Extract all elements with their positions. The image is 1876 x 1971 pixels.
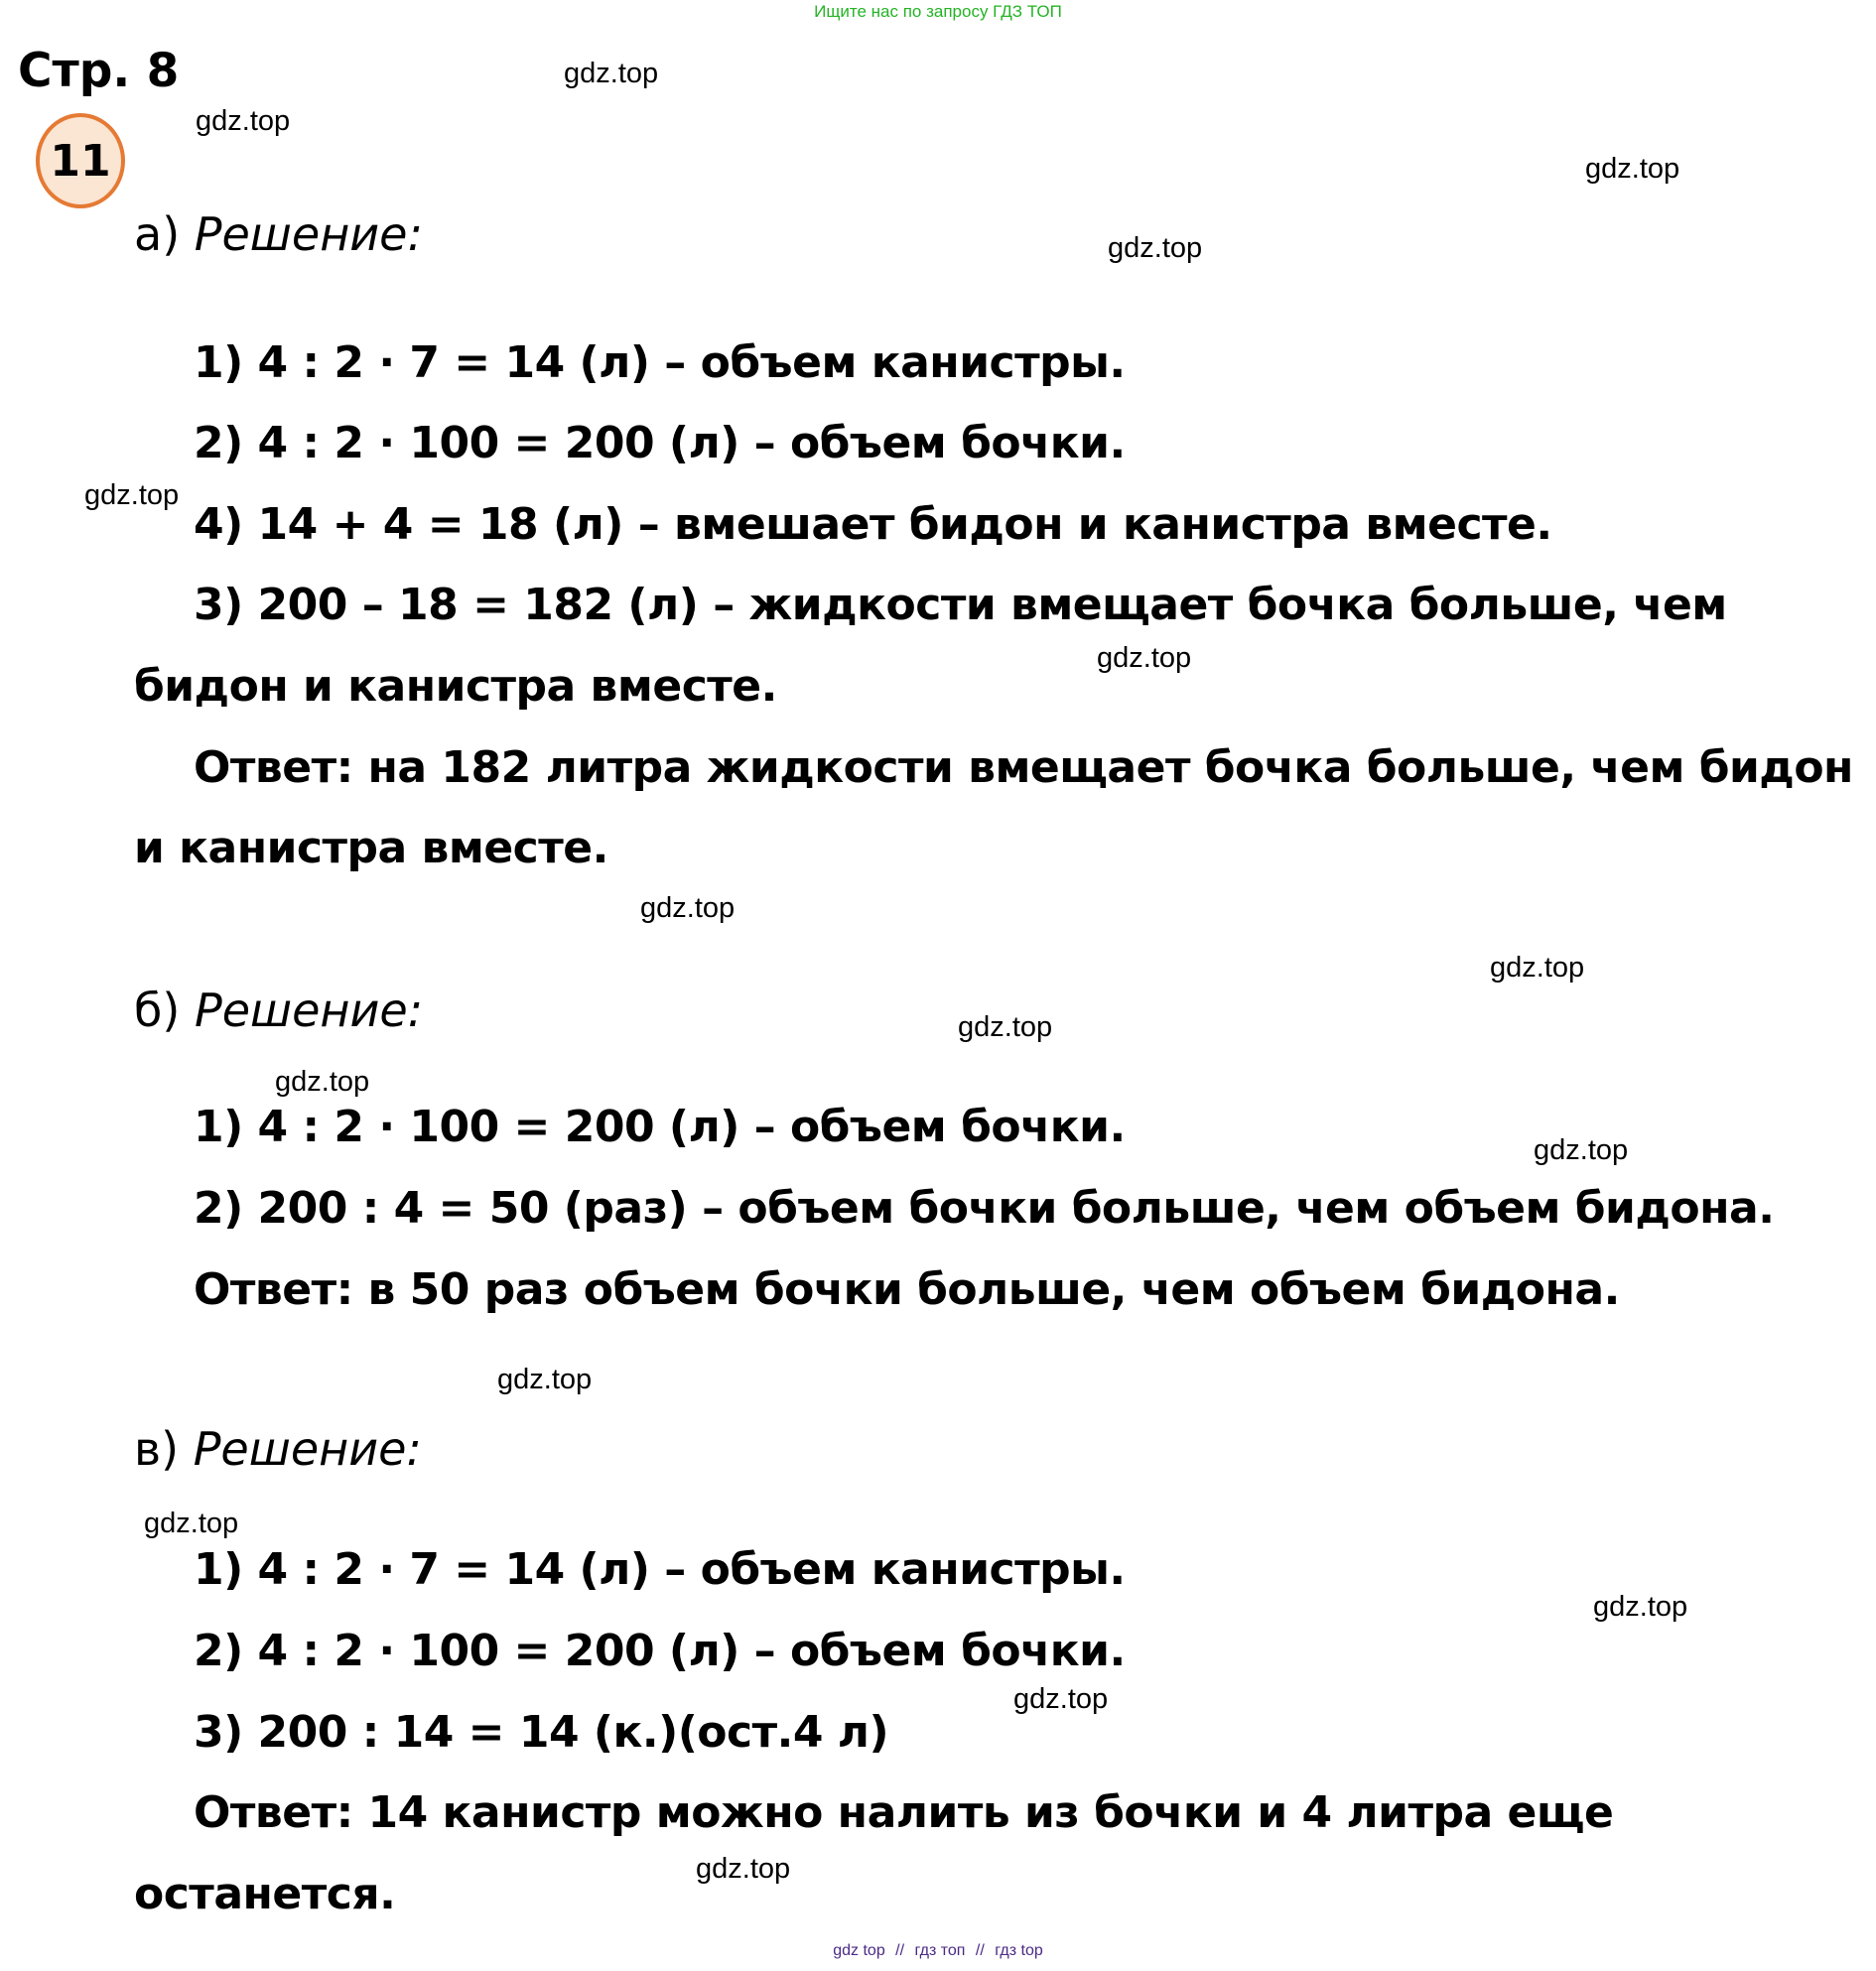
footer-separator: // (895, 1942, 905, 1959)
task-number: 11 (50, 135, 111, 187)
watermark: gdz.top (84, 479, 180, 511)
watermark: gdz.top (1097, 642, 1192, 674)
watermark: gdz.top (564, 58, 659, 89)
footer-link[interactable]: гдз top (995, 1942, 1043, 1959)
watermark: gdz.top (1585, 153, 1680, 185)
watermark: gdz.top (958, 1011, 1053, 1043)
solution-line: 3) 200 – 18 = 182 (л) – жидкости вмещает бочка больше, чем (194, 580, 1727, 630)
section-letter: а) (134, 207, 181, 261)
answer-line: Ответ: в 50 раз объем бочки больше, чем объем бидона. (194, 1264, 1620, 1315)
footer-link[interactable]: gdz top (833, 1942, 885, 1959)
watermark: gdz.top (640, 892, 736, 924)
section-b-label (134, 981, 423, 1040)
solution-line: 1) 4 : 2 · 7 = 14 (л) – объем канистры. (194, 337, 1126, 388)
solution-line: 1) 4 : 2 · 7 = 14 (л) – объем канистры. (194, 1544, 1126, 1595)
footer-link[interactable]: гдз топ (914, 1942, 966, 1959)
section-letter: б) (134, 984, 181, 1037)
footer-separator: // (975, 1942, 985, 1959)
solution-line: бидон и канистра вместе. (134, 661, 777, 712)
watermark: gdz.top (1534, 1134, 1629, 1166)
watermark: gdz.top (196, 105, 291, 137)
solution-line: 2) 200 : 4 = 50 (раз) – объем бочки больше, чем объем бидона. (194, 1183, 1775, 1234)
answer-line: останется. (134, 1869, 396, 1919)
page-heading: Стр. 8 (18, 44, 180, 98)
answer-line: Ответ: на 182 литра жидкости вмещает бочка больше, чем бидон (194, 742, 1853, 793)
task-number-badge (36, 113, 125, 208)
section-letter: в) (134, 1422, 180, 1476)
watermark: gdz.top (1593, 1591, 1688, 1623)
solution-line: 2) 4 : 2 · 100 = 200 (л) – объем бочки. (194, 1626, 1126, 1676)
watermark: gdz.top (497, 1364, 593, 1395)
watermark: gdz.top (1490, 952, 1585, 984)
watermark: gdz.top (275, 1066, 370, 1098)
watermark: gdz.top (1013, 1683, 1109, 1715)
solution-label: Решение: (194, 207, 423, 261)
solution-label: Решение: (194, 984, 424, 1037)
solution-label: Решение: (193, 1422, 422, 1476)
solution-line: 2) 4 : 2 · 100 = 200 (л) – объем бочки. (194, 418, 1126, 468)
solution-line: 4) 14 + 4 = 18 (л) – вмешает бидон и канистра вместе. (194, 499, 1552, 550)
solution-line: 1) 4 : 2 · 100 = 200 (л) – объем бочки. (194, 1102, 1126, 1152)
answer-line: и канистра вместе. (134, 823, 608, 873)
watermark: gdz.top (696, 1853, 791, 1885)
bottom-footer (0, 1942, 1876, 1960)
watermark: gdz.top (1108, 232, 1203, 264)
answer-line: Ответ: 14 канистр можно налить из бочки и 4 литра еще (194, 1787, 1614, 1838)
watermark: gdz.top (144, 1508, 239, 1539)
section-c-label (134, 1419, 422, 1479)
section-a-label (134, 204, 423, 264)
top-banner: Ищите нас по запросу ГДЗ ТОП (814, 2, 1062, 21)
solution-line: 3) 200 : 14 = 14 (к.)(ост.4 л) (194, 1707, 889, 1758)
